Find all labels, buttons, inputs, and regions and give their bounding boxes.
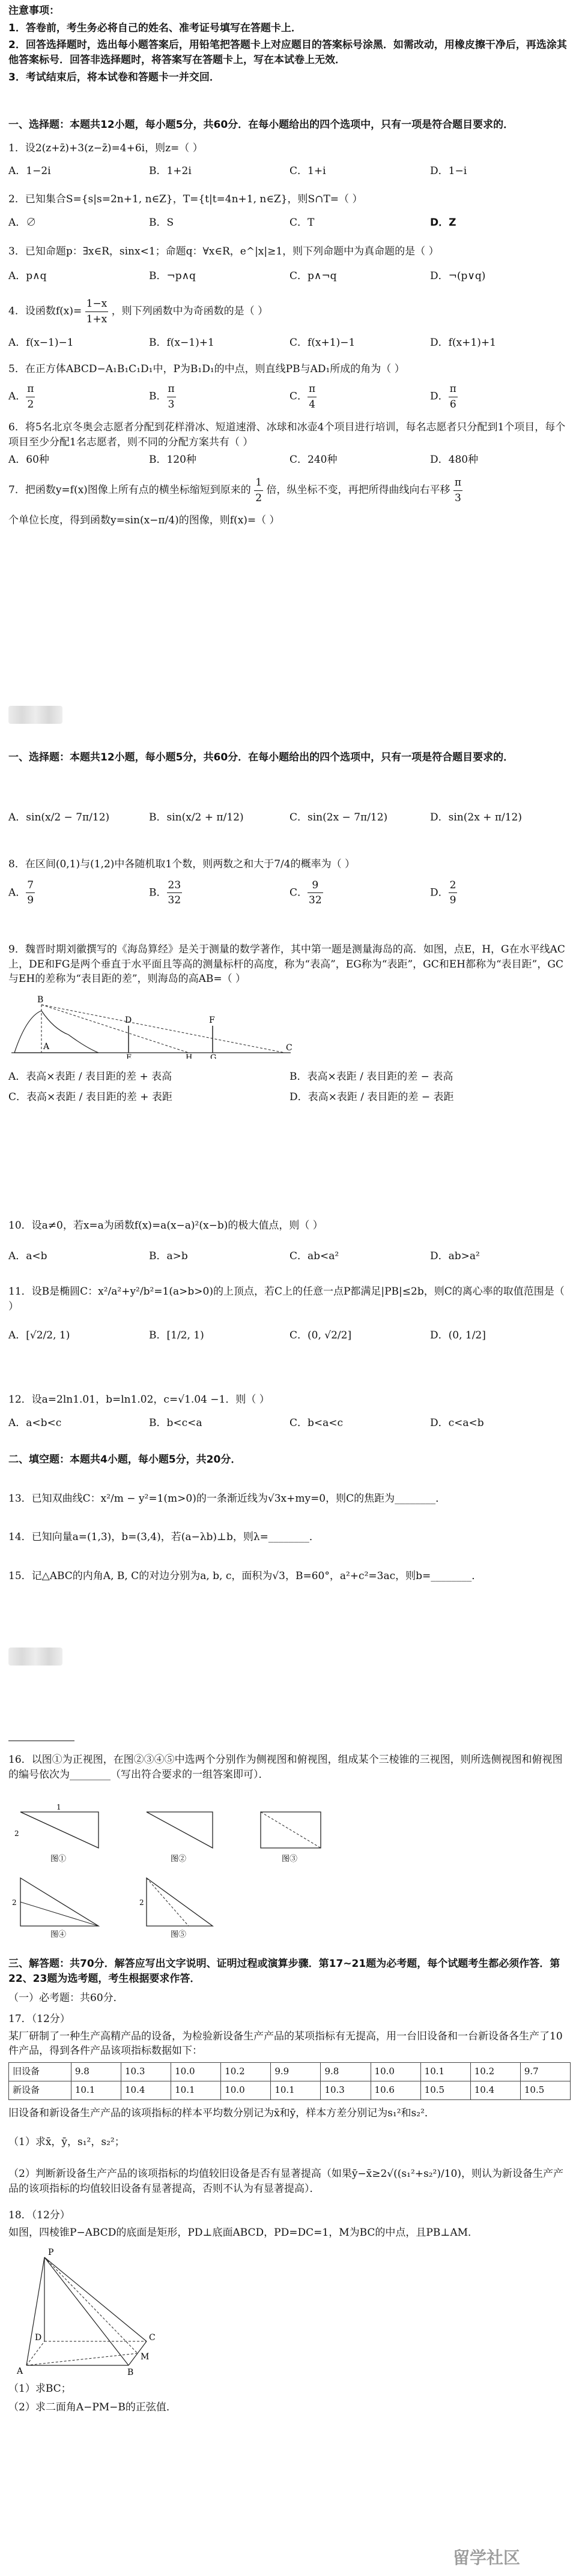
fig3-diag <box>261 1812 321 1848</box>
required-label: （一）必考题：共60分． <box>8 1992 124 2005</box>
fig4-line <box>20 1902 99 1926</box>
blurred-artifact-1 <box>8 706 62 724</box>
q12-stem: 12．设a=2ln1.01，b=ln1.02，c=√1.04 −1．则（ ） <box>8 1394 270 1406</box>
table-cell: 10.1 <box>171 2081 221 2099</box>
fig1-hypot <box>20 1812 99 1848</box>
q5-c-den: 4 <box>309 398 316 411</box>
q8-opt-b-label: B． <box>149 886 167 899</box>
q8-opt-c-frac <box>308 878 323 908</box>
q5-opt-b-frac <box>167 382 176 412</box>
q8-opt-c-label: C． <box>290 886 308 899</box>
q17-part2: （2）判断新设备生产产品的该项指标的均值较旧设备是否有显著提高（如果ȳ−x̄≥2√((s₁²+s₂²)/10)，则认为新设备生产产品的该项指标的均值较旧设备有显著提高，否则不认为有显著提高）． <box>8 2168 563 2195</box>
label-a: A <box>17 2366 23 2376</box>
q8-c-den: 32 <box>309 894 322 907</box>
table-cell: 10.1 <box>71 2081 121 2099</box>
notice-title: 注意事项： <box>8 5 59 17</box>
q4-num: 1−x <box>85 296 109 312</box>
q11-opt-d: D．(0, 1/2] <box>430 1329 486 1342</box>
q10-stem: 10．设a≠0，若x=a为函数f(x)=a(x−a)²(x−b)的极大值点，则（ ） <box>8 1220 323 1232</box>
q5-c-num: π <box>308 382 317 397</box>
table-cell: 10.6 <box>371 2081 420 2099</box>
q5-opt-b <box>149 382 290 412</box>
table-cell: 10.0 <box>221 2081 271 2099</box>
fig4-dim: 2 <box>12 1898 17 1907</box>
fig5-line <box>147 1878 189 1926</box>
q8-opt-a <box>8 878 149 908</box>
q3-opt-d: D．¬(p∨q) <box>430 269 486 282</box>
fig2-label: 图② <box>171 1855 187 1864</box>
fig5-dim: 2 <box>139 1898 144 1907</box>
table-cell: 9.8 <box>71 2062 121 2081</box>
q5-opt-c <box>290 382 430 412</box>
q10 <box>8 1218 571 1263</box>
figure-4 <box>12 1878 99 1938</box>
edge-pc <box>44 2257 147 2341</box>
q5-a-den: 2 <box>27 398 34 411</box>
label-b: B <box>127 2367 134 2377</box>
fig4-shape <box>20 1878 99 1926</box>
label-a: A <box>43 1041 50 1052</box>
q7 <box>8 475 571 528</box>
q7-stem <box>8 475 571 528</box>
q12 <box>8 1392 571 1430</box>
island-outline <box>14 1011 99 1053</box>
q8-d-den: 9 <box>449 894 456 907</box>
q9-opt-c: C．表高×表距 / 表目距的差 + 表距 <box>8 1091 172 1104</box>
table-cell: 9.9 <box>271 2062 321 2081</box>
section2 <box>8 1452 571 1586</box>
q17-stem: 某厂研制了一种生产高精产品的设备，为检验新设备生产产品的某项指标有无提高，用一台旧设备和一台新设备各生产了10件产品，得到各件产品该项指标数据如下： <box>8 2030 563 2057</box>
fig1-label: 图① <box>50 1855 67 1864</box>
q3-opt-c: C．p∧¬q <box>290 269 337 282</box>
q8-opt-a-frac <box>26 878 35 908</box>
notice-item-1: 1．答卷前，考生务必将自己的姓名、准考证号填写在答题卡上． <box>8 22 302 34</box>
q7-opt-a: A．sin(x/2 − 7π/12) <box>8 811 110 823</box>
notice-item-3: 3．考试结束后，将本试卷和答题卡一并交回． <box>8 71 220 83</box>
q16-stem: 16．以图①为正视图，在图②③④⑤中选两个分别作为侧视图和俯视图，组成某个三棱锥的三视图，则所选侧视图和俯视图的编号依次为________（写出符合要求的一组答案即可）． <box>8 1754 563 1781</box>
notice-block <box>8 4 571 87</box>
q12-opt-a: A．a<b<c <box>8 1416 62 1429</box>
q5-opt-b-label: B． <box>149 390 167 403</box>
q5-d-den: 6 <box>449 398 456 411</box>
q5-opt-a <box>8 382 149 412</box>
table-cell: 10.1 <box>271 2081 321 2099</box>
section1 <box>8 118 571 530</box>
q7-frac1 <box>254 475 263 505</box>
edge-ad <box>26 2341 44 2365</box>
q6 <box>8 420 571 467</box>
label-d: D <box>125 1015 132 1025</box>
notice-item-2: 2．回答选择题时，选出每小题答案后，用铅笔把答题卡上对应题目的答案标号涂黑．如需改动，用橡皮擦干净后，再选涂其他答案标号．回答非选择题时，将答案写在答题卡上，写在本试卷上无效． <box>8 39 567 66</box>
q8-a-den: 9 <box>27 894 34 907</box>
q12-opt-c: C．b<a<c <box>290 1416 344 1429</box>
q4-stem-a: 4．设函数f(x)= <box>8 305 82 318</box>
q17-part1: （1）求x̄，ȳ，s₁²，s₂²； <box>8 2136 125 2149</box>
label-b: B <box>37 995 44 1005</box>
label-e: E <box>126 1053 132 1059</box>
q18-score: 18．（12分） <box>8 2209 70 2222</box>
section2-title: 二、填空题：本题共4小题，每小题5分，共20分． <box>8 1454 241 1466</box>
q8-b-den: 32 <box>168 894 181 907</box>
q5-opt-d <box>430 382 571 412</box>
fig1-dim-w: 1 <box>56 1803 61 1812</box>
q1-opt-d: D．1−i <box>430 165 467 178</box>
q5-opt-c-label: C． <box>290 390 308 403</box>
q2-opt-d: D．Z <box>430 216 456 229</box>
q11-stem: 11．设B是椭圆C：x²/a²+y²/b²=1(a>b>0)的上顶点，若C上的任意一点P都满足|PB|≤2b，则C的离心率的取值范围是（ ） <box>8 1286 565 1313</box>
q5-stem: 5．在正方体ABCD−A₁B₁C₁D₁中，P为B₁D₁的中点，则直线PB与AD₁所成的角为（ ） <box>8 363 405 376</box>
q9-opt-b: B．表高×表距 / 表目距的差 − 表高 <box>290 1070 453 1083</box>
q9-stem: 9．魏晋时期刘徽撰写的《海岛算经》是关于测量的数学著作，其中第一题是测量海岛的高．如图，点E，H，G在水平线AC上，DE和FG是两个垂直于水平面且等高的测量标杆的高度，称为“表高”，EG称为“表距”，GC和EH都称为“表目距”，GC与EH的差称为“表目距的差”，则海岛的高AB=（ ） <box>8 943 565 986</box>
section3-title: 三、解答题：共70分．解答应写出文字说明、证明过程或演算步骤．第17~21题为必考题，每个试题考生都必须作答．第22、23题为选考题，考生根据要求作答． <box>8 1958 560 1985</box>
q8-b-num: 23 <box>167 878 183 894</box>
q4 <box>8 296 571 350</box>
table-cell: 10.3 <box>121 2062 171 2081</box>
q14: 14．已知向量a=(1,3)，b=(3,4)，若(a−λb)⊥b，则λ=________． <box>8 1531 320 1544</box>
label-g: G <box>210 1053 217 1059</box>
table-cell: 10.5 <box>520 2081 570 2099</box>
q17-after: 旧设备和新设备生产产品的该项指标的样本平均数分别记为x̄和ȳ，样本方差分别记为s₁²和s₂²． <box>8 2107 435 2119</box>
q12-opt-d: D．c<a<b <box>430 1416 484 1429</box>
q2-opt-a: A．∅ <box>8 216 37 229</box>
q8-opt-d <box>430 878 571 908</box>
q6-opt-d: D．480种 <box>430 453 479 466</box>
q8-opt-c <box>290 878 430 908</box>
q9 <box>8 942 571 1111</box>
edge-pb <box>44 2257 129 2365</box>
sight-line-c <box>41 1005 285 1053</box>
fig3-label: 图③ <box>282 1855 298 1864</box>
figure-2 <box>147 1812 213 1864</box>
edge-pa <box>26 2257 44 2365</box>
label-c: C <box>286 1043 293 1053</box>
q6-stem: 6．将5名北京冬奥会志愿者分配到花样滑冰、短道速滑、冰球和冰壶4个项目进行培训，每名志愿者只分配到1个项目，每个项目至少分配1名志愿者，则不同的分配方案共有（ ） <box>8 421 566 448</box>
q4-opt-d: D．f(x+1)+1 <box>430 336 496 349</box>
table-cell: 9.7 <box>520 2062 570 2081</box>
q6-opt-a: A．60种 <box>8 453 49 466</box>
q5-opt-a-label: A． <box>8 390 26 403</box>
table-cell: 10.3 <box>321 2081 371 2099</box>
q10-opt-b: B．a>b <box>149 1250 188 1262</box>
table-cell: 10.1 <box>420 2062 470 2081</box>
q3-opt-b: B．¬p∧q <box>149 269 196 282</box>
q11-opt-b: B．[1/2, 1) <box>149 1329 204 1342</box>
q4-stem-b: ，则下列函数中为奇函数的是（ ） <box>111 305 268 318</box>
blurred-artifact-2 <box>8 1648 62 1666</box>
q8-opt-d-frac <box>449 878 458 908</box>
q7-frac1-den: 2 <box>255 492 262 504</box>
q18-part1: （1）求BC； <box>8 2383 71 2395</box>
q3-stem: 3．已知命题p：∃x∈R，sinx<1；命题q：∀x∈R，e^|x|≥1，则下列命题中为真命题的是（ ） <box>8 245 439 258</box>
q18-part2: （2）求二面角A−PM−B的正弦值． <box>8 2401 177 2413</box>
q2-opt-b: B．S <box>149 216 174 229</box>
q8-opt-d-label: D． <box>430 886 449 899</box>
q5-opt-a-frac <box>26 382 35 412</box>
q5 <box>8 362 571 412</box>
q9-opt-d: D．表高×表距 / 表目距的差 − 表距 <box>290 1091 454 1104</box>
figure-1 <box>14 1803 99 1864</box>
q9-opt-a: A．表高×表距 / 表目距的差 + 表高 <box>8 1070 172 1083</box>
q4-opt-b: B．f(x−1)+1 <box>149 336 214 349</box>
q2-opt-c: C．T <box>290 216 315 229</box>
q7-frac1-num: 1 <box>254 475 263 491</box>
q7-frac2-den: 3 <box>455 492 461 504</box>
q18-figure <box>8 2245 165 2377</box>
q8-opt-b <box>149 878 290 908</box>
q7-stem-b: 倍，纵坐标不变，再把所得曲线向右平移 <box>266 484 450 496</box>
q17-table <box>8 2062 571 2100</box>
q1 <box>8 141 571 179</box>
figure-5 <box>139 1878 213 1938</box>
table-cell: 10.4 <box>121 2081 171 2099</box>
section1-cont <box>8 750 571 768</box>
q12-opt-b: B．b<c<a <box>149 1416 202 1429</box>
q8-a-num: 7 <box>26 878 35 894</box>
label-p: P <box>48 2247 54 2257</box>
q7-frac2 <box>453 475 462 505</box>
q6-opt-c: C．240种 <box>290 453 338 466</box>
q2-stem: 2．已知集合S={s|s=2n+1, n∈Z}，T={t|t=4n+1, n∈Z}，则S∩T=（ ） <box>8 193 363 205</box>
q5-a-num: π <box>26 382 35 397</box>
table-row <box>9 2062 571 2081</box>
table-row <box>9 2081 571 2099</box>
q7-stem-c: 个单位长度，得到函数y=sin(x−π/4)的图像，则f(x)=（ ） <box>8 514 280 526</box>
q10-opt-d: D．ab>a² <box>430 1250 480 1262</box>
q7-opt-d: D．sin(2x + π/12) <box>430 811 522 823</box>
table-cell: 10.4 <box>470 2081 520 2099</box>
q4-stem <box>8 296 571 327</box>
label-m: M <box>141 2352 150 2362</box>
q4-opt-c: C．f(x+1)−1 <box>290 336 356 349</box>
q11 <box>8 1284 571 1343</box>
q13: 13．已知双曲线C：x²/m − y²=1(m>0)的一条渐近线为√3x+my=0，则C的焦距为________． <box>8 1492 446 1505</box>
q17-score: 17．（12分） <box>8 2012 70 2025</box>
fig5-shape <box>147 1878 213 1926</box>
q1-opt-c: C．1+i <box>290 165 326 178</box>
label-c: C <box>149 2332 156 2343</box>
q4-fraction <box>85 296 109 327</box>
table-cell: 10.2 <box>221 2062 271 2081</box>
q3-opt-a: A．p∧q <box>8 269 47 282</box>
q7-opt-c: C．sin(2x − 7π/12) <box>290 811 388 823</box>
q11-opt-a: A．[√2/2, 1) <box>8 1329 70 1342</box>
q5-opt-d-label: D． <box>430 390 449 403</box>
label-h: H <box>186 1053 193 1059</box>
q5-b-num: π <box>167 382 176 397</box>
q8-stem: 8．在区间(0,1)与(1,2)中各随机取1个数，则两数之和大于7/4的概率为（ ） <box>8 858 355 870</box>
q8 <box>8 857 571 908</box>
q7-options <box>8 810 571 825</box>
figure-3 <box>261 1812 321 1864</box>
q17-table-body <box>9 2062 571 2099</box>
table-cell: 10.0 <box>371 2062 420 2081</box>
watermark-text: 留学社区 <box>453 2548 521 2568</box>
section3 <box>8 1957 571 2418</box>
q5-b-den: 3 <box>168 398 175 411</box>
q1-opt-a: A．1−2i <box>8 165 51 178</box>
q16-figures <box>8 1788 561 1938</box>
row-header-cell: 旧设备 <box>9 2062 71 2081</box>
table-cell: 10.0 <box>171 2062 221 2081</box>
fig1-dim-h: 2 <box>14 1829 19 1838</box>
q4-den: 1+x <box>86 313 108 326</box>
section1-title-repeat: 一、选择题：本题共12小题，每小题5分，共60分．在每小题给出的四个选项中，只有一项是符合题目要求的． <box>8 751 514 763</box>
q8-opt-b-frac <box>167 878 183 908</box>
q10-opt-a: A．a<b <box>8 1250 47 1262</box>
q1-opt-b: B．1+2i <box>149 165 192 178</box>
q18-stem: 如图，四棱锥P−ABCD的底面是矩形，PD⊥底面ABCD，PD=DC=1，M为BC的中点，且PB⊥AM． <box>8 2227 479 2239</box>
q5-opt-d-frac <box>449 382 458 412</box>
q7-frac2-num: π <box>453 475 462 491</box>
q6-opt-b: B．120种 <box>149 453 196 466</box>
sight-line-h <box>41 1005 189 1053</box>
section1-title: 一、选择题：本题共12小题，每小题5分，共60分．在每小题给出的四个选项中，只有一项是符合题目要求的． <box>8 119 514 131</box>
edge-pm <box>44 2257 138 2353</box>
label-f: F <box>209 1015 215 1025</box>
table-cell: 10.2 <box>470 2062 520 2081</box>
q4-opt-a: A．f(x−1)−1 <box>8 336 74 349</box>
q8-d-num: 2 <box>449 878 458 894</box>
q5-d-num: π <box>449 382 458 397</box>
q5-opt-c-frac <box>308 382 317 412</box>
table-cell: 9.8 <box>321 2062 371 2081</box>
q3 <box>8 244 571 283</box>
q7-stem-a: 7．把函数y=f(x)图像上所有点的横坐标缩短到原来的 <box>8 484 251 496</box>
q15: 15．记△ABC的内角A, B, C的对边分别为a, b, c，面积为√3，B=60°，a²+c²=3ac，则b=________． <box>8 1569 482 1582</box>
fig5-label: 图⑤ <box>171 1930 187 1939</box>
q16 <box>8 1753 571 1943</box>
q8-opt-a-label: A． <box>8 886 26 899</box>
table-cell: 10.5 <box>420 2081 470 2099</box>
fig4-label: 图④ <box>50 1930 67 1939</box>
q8-c-num: 9 <box>308 878 323 894</box>
fig2-shape <box>147 1812 213 1848</box>
row-header-cell: 新设备 <box>9 2081 71 2099</box>
q10-opt-c: C．ab<a² <box>290 1250 339 1262</box>
q2 <box>8 192 571 230</box>
q11-opt-c: C．(0, √2/2] <box>290 1329 352 1342</box>
label-d: D <box>35 2332 42 2343</box>
watermark-logo <box>453 2546 573 2570</box>
q7-opt-b: B．sin(x/2 + π/12) <box>149 811 244 823</box>
q9-figure <box>8 993 297 1059</box>
q1-stem: 1．设2(z+z̄)+3(z−z̄)=4+6i，则z=（ ） <box>8 142 203 154</box>
